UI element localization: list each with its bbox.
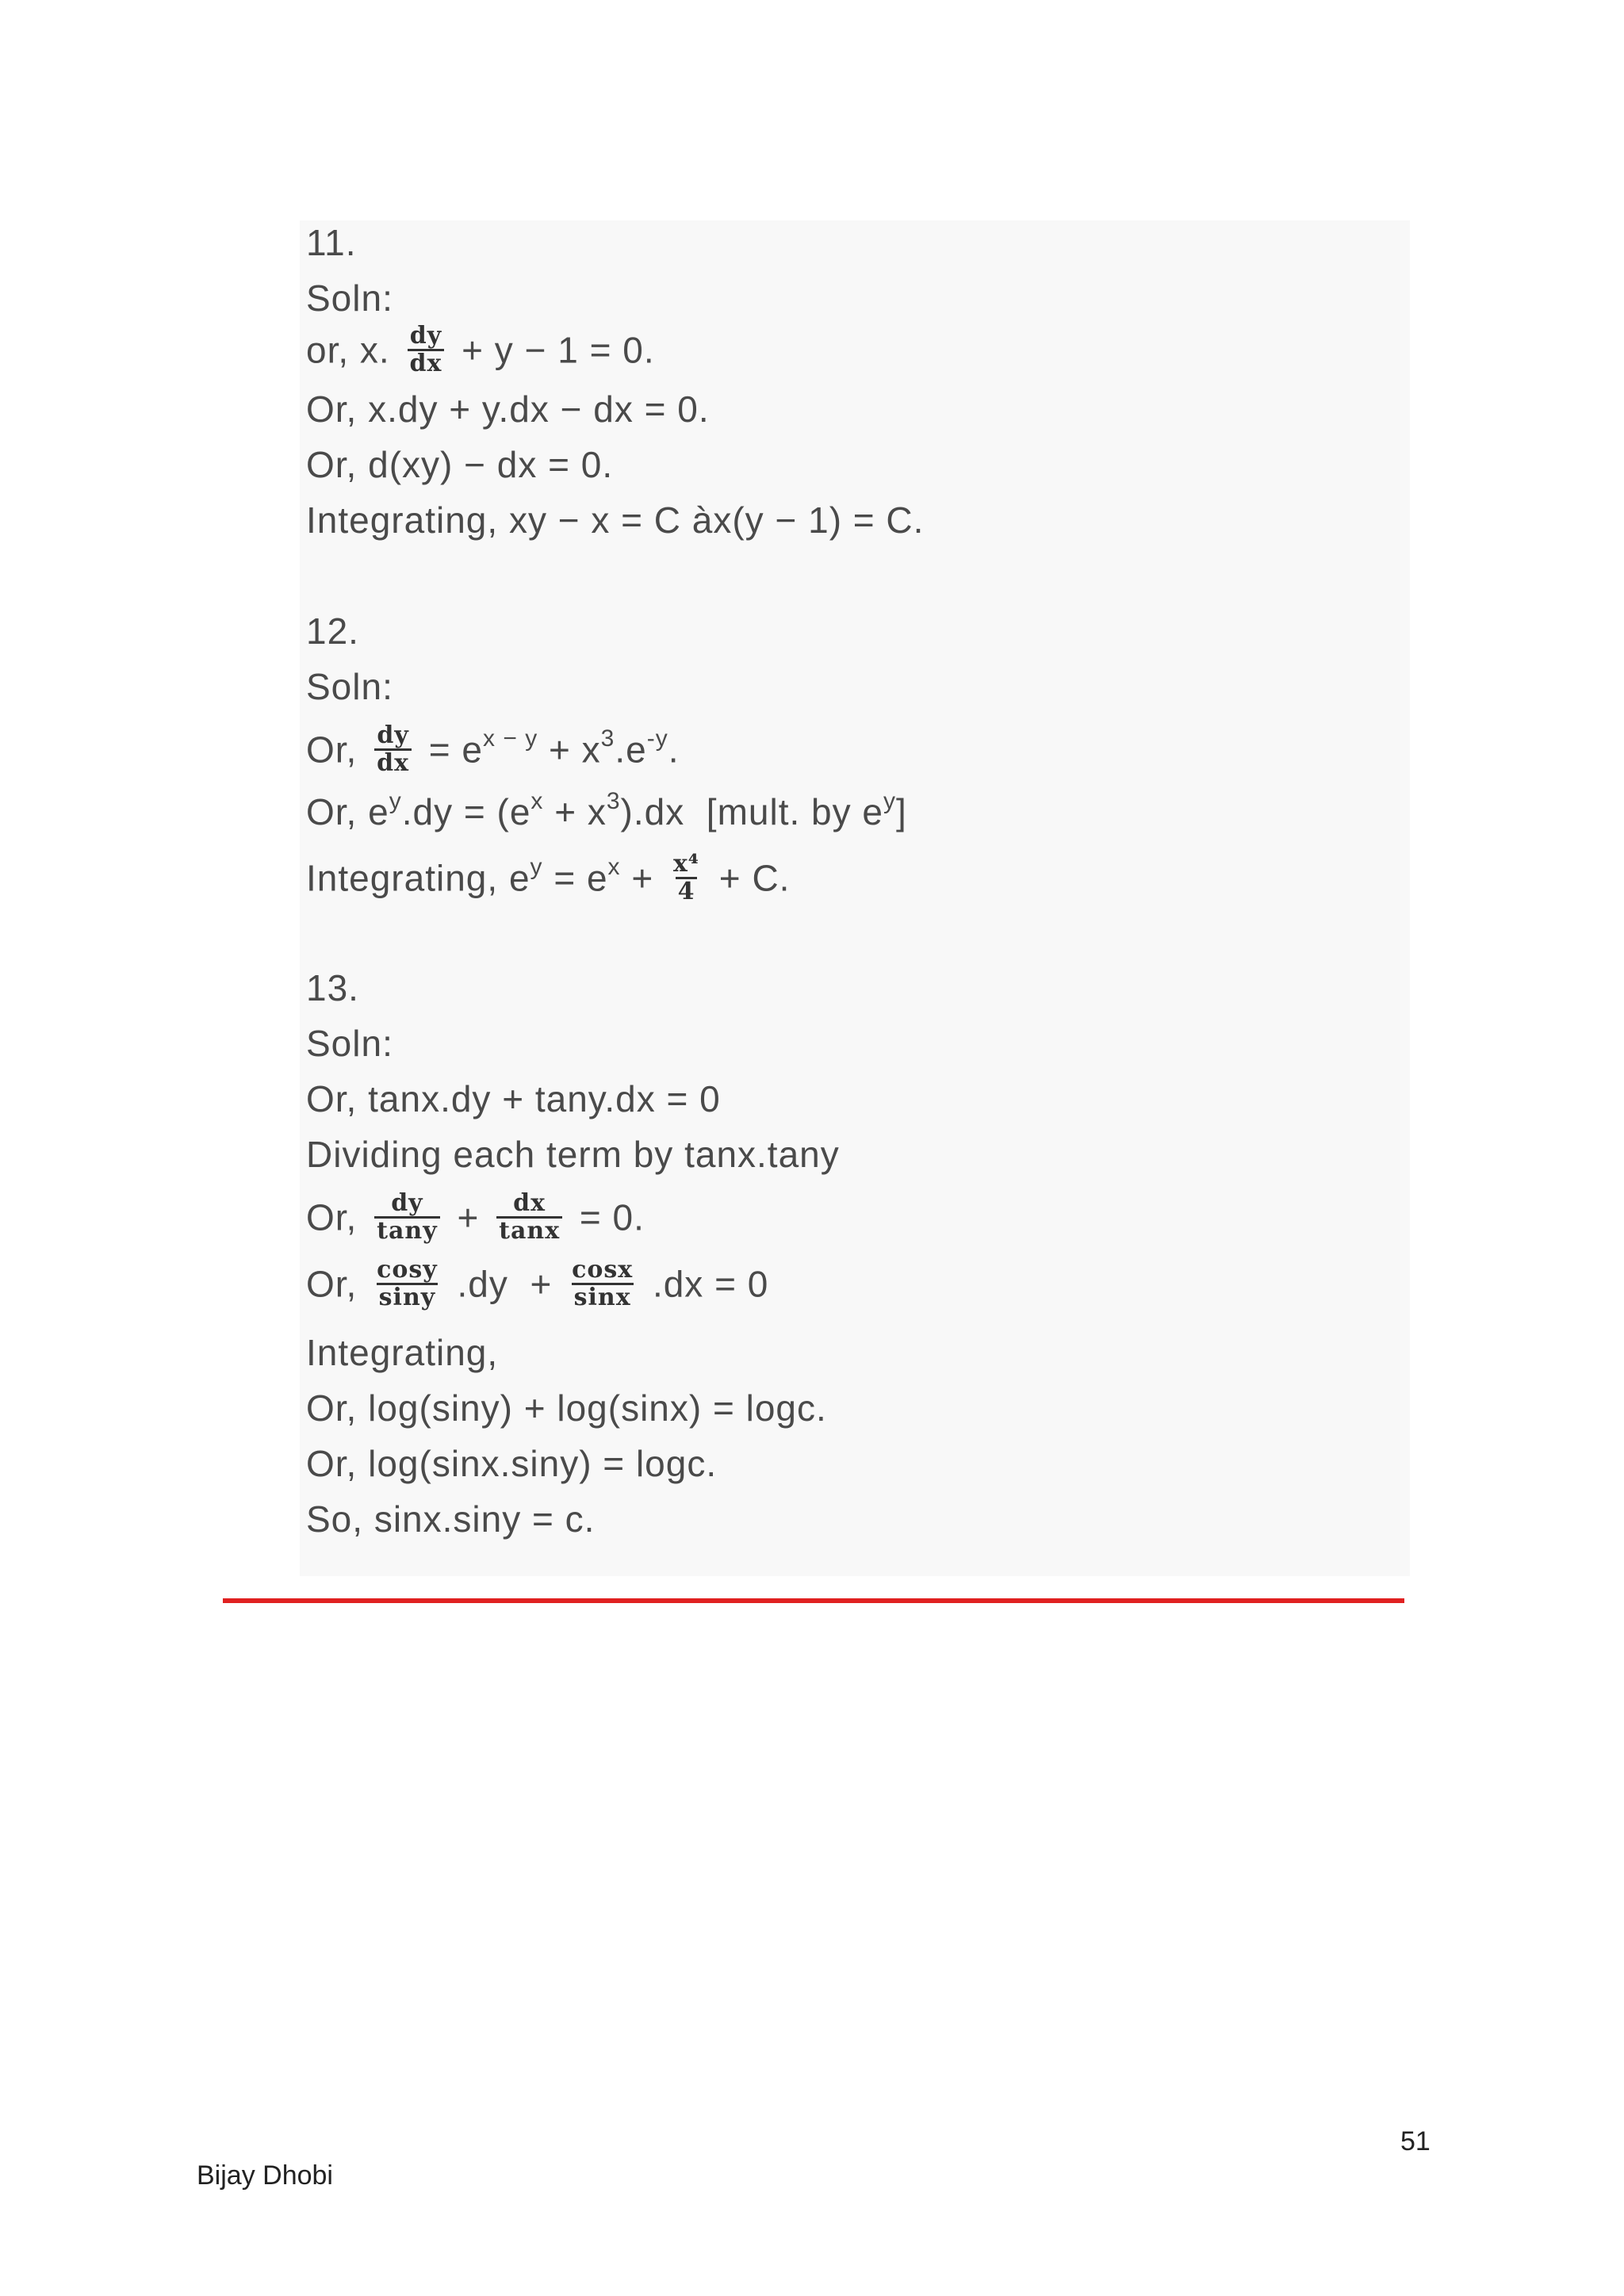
text-segment: +: [457, 1196, 480, 1238]
denominator: siny: [377, 1283, 439, 1311]
author-name: Bijay Dhobi: [197, 2160, 333, 2191]
problem-11-line-4: Integrating, xy − x = C àx(y − 1) = C.: [306, 499, 925, 541]
numerator: dy: [377, 721, 409, 749]
superscript: y: [883, 787, 896, 814]
text-segment: .dx = 0: [652, 1263, 769, 1305]
numerator: dy: [391, 1189, 423, 1217]
denominator: 4: [676, 877, 698, 905]
problem-13-line-1: Or, tanx.dy + tany.dx = 0: [306, 1078, 721, 1119]
text-segment: Or,: [306, 729, 358, 771]
denominator: dx: [374, 748, 412, 776]
text-segment: + y − 1 = 0.: [462, 329, 655, 371]
problem-13-line-5: Integrating,: [306, 1332, 499, 1373]
superscript: y: [530, 854, 543, 881]
text-segment: Or,: [306, 1263, 358, 1305]
fraction: [496, 1191, 562, 1244]
superscript: y: [389, 787, 402, 814]
red-divider-line: [223, 1598, 1404, 1603]
fraction: [374, 1191, 440, 1244]
text-segment: = e: [428, 729, 484, 771]
text-segment: + x: [554, 791, 607, 832]
scanned-solution-image: [300, 220, 1410, 1576]
problem-13-line-2: Dividing each term by tanx.tany: [306, 1134, 840, 1175]
text-segment: + C.: [718, 857, 791, 899]
problem-13-line-4: [306, 1256, 769, 1314]
page-number: 51: [1400, 2126, 1431, 2156]
numerator: dx: [513, 1189, 546, 1217]
text-segment: .: [668, 729, 680, 771]
problem-13-number: 13.: [306, 967, 359, 1008]
text-segment: ]: [895, 791, 907, 832]
problem-11-line-2: Or, x.dy + y.dx − dx = 0.: [306, 388, 710, 430]
fraction: [374, 1257, 440, 1311]
problem-11-soln-label: Soln:: [306, 277, 393, 319]
problem-11-line-1: [306, 322, 655, 380]
text-segment: + x: [549, 729, 601, 771]
text-segment: +: [631, 857, 654, 899]
problem-11-number: 11.: [306, 222, 357, 263]
numerator: cosx: [572, 1256, 634, 1284]
superscript: x: [530, 787, 544, 814]
problem-13-soln-label: Soln:: [306, 1023, 393, 1064]
problem-13-line-6: Or, log(siny) + log(sinx) = logc.: [306, 1387, 827, 1429]
denominator: sinx: [572, 1283, 634, 1311]
superscript: 3: [600, 725, 615, 752]
superscript: x: [607, 854, 621, 881]
problem-13-line-7: Or, log(sinx.siny) = logc.: [306, 1443, 718, 1484]
text-segment: Or,: [306, 1196, 358, 1238]
superscript: x − y: [483, 725, 538, 752]
numerator: dy: [409, 322, 442, 350]
fraction: [671, 851, 702, 905]
text-segment: = e: [553, 857, 608, 899]
denominator: dx: [408, 349, 445, 377]
text-segment: .e: [615, 729, 647, 771]
problem-13-line-8: So, sinx.siny = c.: [306, 1498, 596, 1540]
text-segment: or, x.: [306, 329, 390, 371]
superscript: 3: [606, 787, 621, 814]
fraction: [374, 723, 412, 776]
text-segment: .dy = (e: [401, 791, 531, 832]
text-segment: .dy +: [457, 1263, 553, 1305]
numerator: x⁴: [672, 850, 700, 878]
problem-12-line-1: [306, 721, 680, 779]
text-segment: ).dx [mult. by e: [620, 791, 883, 832]
fraction: [569, 1257, 635, 1311]
problem-12-line-2: [306, 787, 907, 834]
problem-12-soln-label: Soln:: [306, 666, 393, 707]
problem-12-line-3: [306, 850, 791, 908]
denominator: tanx: [496, 1216, 562, 1244]
superscript: -y: [646, 725, 668, 752]
problem-13-line-3: [306, 1189, 645, 1247]
text-segment: = 0.: [579, 1196, 645, 1238]
fraction: [408, 323, 445, 377]
numerator: cosy: [377, 1256, 438, 1284]
denominator: tany: [374, 1216, 440, 1244]
text-segment: Or, e: [306, 791, 389, 832]
problem-12-number: 12.: [306, 610, 359, 652]
problem-11-line-3: Or, d(xy) − dx = 0.: [306, 444, 614, 485]
text-segment: Integrating, e: [306, 857, 530, 899]
